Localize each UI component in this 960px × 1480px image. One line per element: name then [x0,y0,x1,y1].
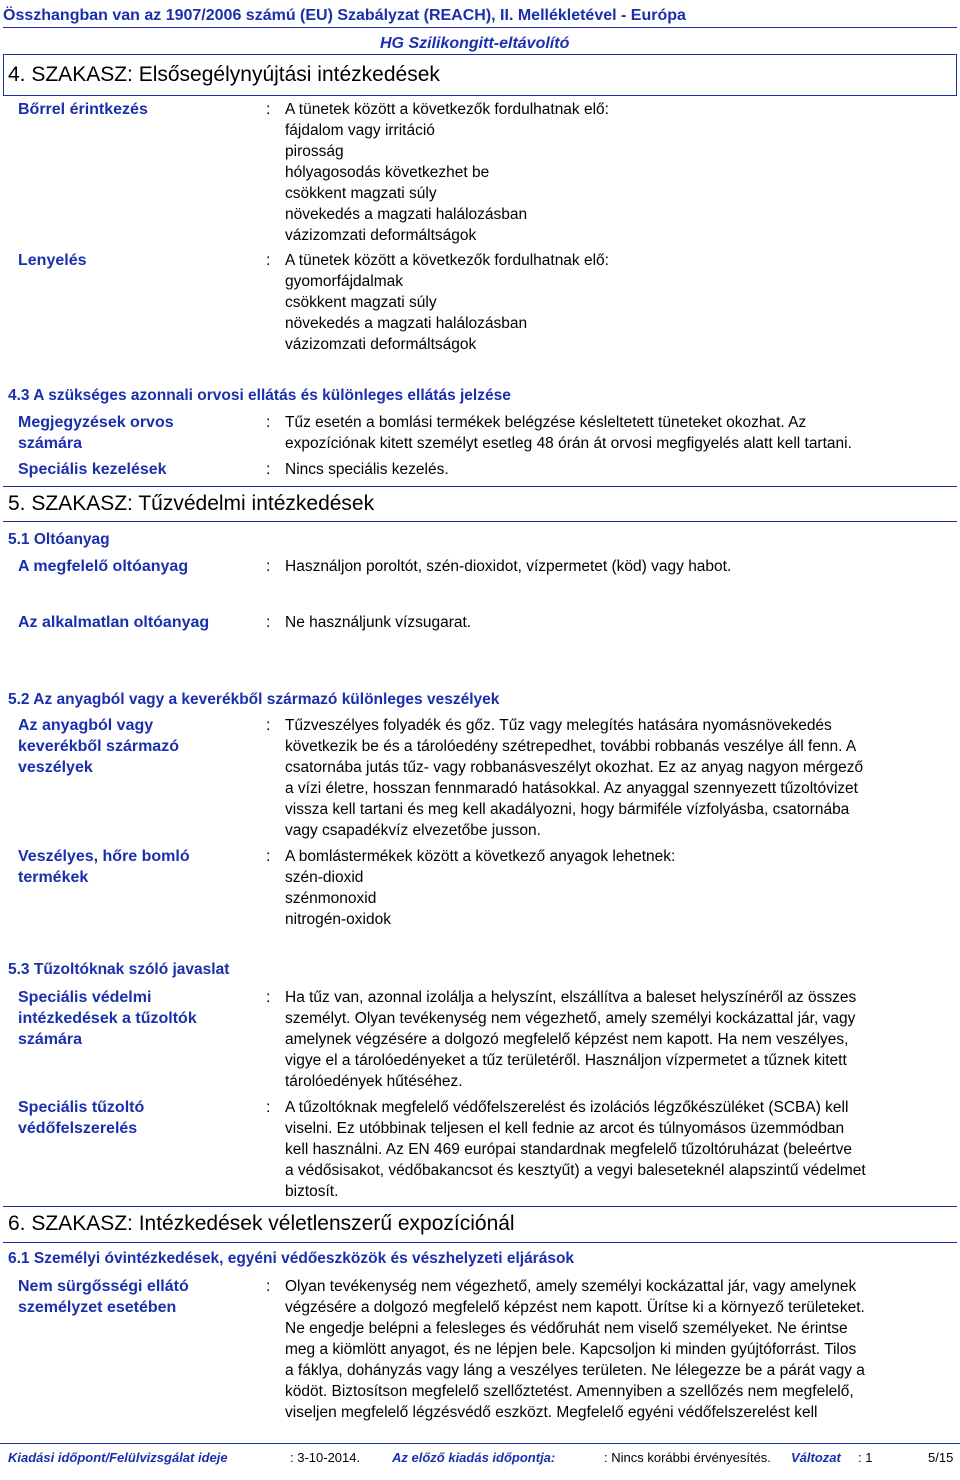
section5-title: 5. SZAKASZ: Tűzvédelmi intézkedések [8,492,375,515]
section6-title: 6. SZAKASZ: Intézkedések véletlenszerű expozíciónál [8,1212,515,1235]
firefighter-equipment-label [18,1097,238,1139]
ingestion-label [18,250,238,271]
text-line: pirosság [285,143,344,160]
colon: : [266,848,271,865]
header-rule [3,27,957,28]
text-line: Használjon poroltót, szén-dioxidot, vízpermetet (köd) vagy habot. [285,558,732,575]
specific-hazards-label [18,715,238,778]
text-line: növekedés a magzati halálozásban [285,315,528,332]
special-treatments-label [18,459,238,480]
text-line: Ha tűz van, azonnal izolálja a helyszínt, elszállítva a baleset helyszínéről az összes [285,989,857,1006]
suitable-media-value [285,556,955,577]
page-number: 5/15 [928,1450,954,1465]
skin-contact-value [285,99,955,246]
text-line: növekedés a magzati halálozásban [285,206,528,223]
section6-bottom-rule [3,1242,957,1243]
text-line: fájdalom vagy irritáció [285,122,435,139]
colon: : [266,558,271,575]
text-line: Speciális kezelések [18,461,167,478]
version-value: : 1 [858,1450,873,1465]
text-line: számára [18,435,83,452]
non-emergency-personnel-label [18,1276,238,1318]
text-line: a fáklya, dohányzás vagy láng a veszélyes területen. Ne lélegezze be a párát vagy a [285,1362,865,1379]
skin-contact-label [18,99,238,120]
previous-issue-value: : Nincs korábbi érvényesítés. [604,1450,771,1465]
colon: : [266,101,271,118]
text-line: A bomlástermékek között a következő anyagok lehetnek: [285,848,676,865]
text-line: biztosít. [285,1183,339,1200]
text-line: kell használni. Az EN 469 európai standardnak megfelelő tűzoltóruházat (beleértve [285,1141,852,1158]
text-line: Ne engedje belépni a felesleges és védőruhát nem viselő személyeket. Ne érintse [285,1320,848,1337]
text-line: Nem sürgősségi ellátó [18,1278,189,1295]
text-line: Speciális védelmi [18,989,152,1006]
subsection-5-2-title: 5.2 Az anyagból vagy a keverékből származó különleges veszélyek [8,691,500,708]
text-line: vissza kell tartani és meg kell akadályozni, hogy bármiféle vízfolyásba, csatornába [285,801,850,818]
text-line: A tünetek között a következők fordulhatnak elő: [285,252,609,269]
text-line: Bőrrel érintkezés [18,101,148,118]
text-line: tárolóedények hűtéséhez. [285,1073,463,1090]
text-line: Tűzveszélyes folyadék és gőz. Tűz vagy melegítés hatására nyomásnövekedés [285,717,832,734]
text-line: gyomorfájdalmak [285,273,404,290]
subsection-5-1-title: 5.1 Oltóanyag [8,531,110,548]
text-line: ködöt. Biztosítson megfelelő szellőztetést. Amennyiben a szellőzés nem megfelelő, [285,1383,854,1400]
ingestion-value [285,250,955,355]
section4-title: 4. SZAKASZ: Elsősegélynyújtási intézkedések [8,63,440,86]
text-line: hólyagosodás következhet be [285,164,490,181]
text-line: Megjegyzések orvos [18,414,174,431]
text-line: Veszélyes, hőre bomló [18,848,190,865]
text-line: szénmonoxid [285,890,377,907]
text-line: személyzet esetében [18,1299,177,1316]
text-line: Olyan tevékenység nem végezhető, amely személyi kockázattal jár, vagy amelynek [285,1278,857,1295]
notes-to-physician-label [18,412,238,454]
subsection-4-3-title: 4.3 A szükséges azonnali orvosi ellátás és különleges ellátás jelzése [8,387,511,404]
version-label: Változat [791,1450,841,1465]
text-line: következik be és a tárolóedény szétrepedhet, további robbanás veszélye áll fenn. A [285,738,857,755]
text-line: személyt. Olyan tevékenység nem végezhető, amely személyi kockázattal jár, vagy [285,1010,856,1027]
section5-top-rule [3,486,957,487]
text-line: vázizomzati deformáltságok [285,227,477,244]
non-emergency-personnel-value [285,1276,955,1423]
subsection-5-3-title: 5.3 Tűzoltóknak szóló javaslat [8,961,230,978]
colon: : [266,614,271,631]
text-line: Nincs speciális kezelés. [285,461,449,478]
text-line: amelynek végzésére a dolgozó megfelelő képzést nem kapott. Ha nem veszélyes, [285,1031,849,1048]
unsuitable-media-label [18,612,238,633]
text-line: Tűz esetén a bomlási termékek belégzése késleltetett tüneteket okozhat. Az [285,414,807,431]
text-line: A megfelelő oltóanyag [18,558,189,575]
specific-hazards-value [285,715,955,841]
colon: : [266,1278,271,1295]
unsuitable-media-value [285,612,955,633]
decomposition-products-value [285,846,955,930]
colon: : [266,461,271,478]
text-line: Ne használjunk vízsugarat. [285,614,472,631]
colon: : [266,989,271,1006]
text-line: a védősisakot, védőbakancsot és kesztyűt) a vegyi baleseteknél alapszintű védelmet [285,1162,866,1179]
section5-bottom-rule [3,521,957,522]
colon: : [266,414,271,431]
text-line: keverékből származó [18,738,179,755]
text-line: csökkent magzati súly [285,185,437,202]
subsection-6-1-title: 6.1 Személyi óvintézkedések, egyéni védőeszközök és vészhelyzeti eljárások [8,1250,575,1267]
text-line: végzésére a dolgozó megfelelő képzést nem kapott. Ürítse ki a környező területeket. [285,1299,865,1316]
decomposition-products-label [18,846,238,888]
text-line: veszélyek [18,759,93,776]
text-line: számára [18,1031,83,1048]
product-name: HG Szilikongitt-eltávolító [380,35,570,52]
text-line: A tünetek között a következők fordulhatnak elő: [285,101,609,118]
text-line: védőfelszerelés [18,1120,138,1137]
text-line: nitrogén-oxidok [285,911,391,928]
text-line: csökkent magzati súly [285,294,437,311]
text-line: viseljen megfelelő légzésvédő eszközt. Megfelelő egyéni védőfelszerelést kell [285,1404,818,1421]
text-line: expozíciónak kitett személyt esetleg 48 órán át orvosi megfigyelés alatt kell tartani. [285,435,852,452]
text-line: termékek [18,869,89,886]
text-line: Az alkalmatlan oltóanyag [18,614,210,631]
text-line: vázizomzati deformáltságok [285,336,477,353]
text-line: Lenyelés [18,252,87,269]
text-line: intézkedések a tűzoltók [18,1010,197,1027]
colon: : [266,717,271,734]
notes-to-physician-value [285,412,955,454]
previous-issue-label: Az előző kiadás időpontja: [392,1450,556,1465]
document-footer [0,1443,960,1474]
text-line: vagy csapadékvíz elvezetőbe jusson. [285,822,541,839]
text-line: szén-dioxid [285,869,364,886]
text-line: a vízi életre, hosszan fennmaradó hatásokkal. Az anyaggal szennyezett tűzoltóvizet [285,780,858,797]
suitable-media-label [18,556,238,577]
colon: : [266,252,271,269]
regulation-line: Összhangban van az 1907/2006 számú (EU) Szabályzat (REACH), II. Mellékletével - Európa [3,7,686,24]
firefighter-equipment-value [285,1097,955,1202]
text-line: csatornába jutás tűz- vagy robbanásveszélyt okozhat. Ez az anyag nagyon mérgező [285,759,864,776]
text-line: viselni. Ez utóbbinak teljesen el kell fednie az arcot és túlnyomásos üzemmódban [285,1120,845,1137]
text-line: vigye el a tárolóedényeket a tűz területéről. Használjon vízpermetet a tűznek kitett [285,1052,847,1069]
special-treatments-value [285,459,955,480]
section6-top-rule [3,1206,957,1207]
text-line: A tűzoltóknak megfelelő védőfelszerelést és izolációs légzőkészüléket (SCBA) kell [285,1099,849,1116]
text-line: meg a kiömlött anyagot, és ne lépjen bele. Kapcsoljon ki minden gyújtóforrást. Tilos [285,1341,857,1358]
text-line: Az anyagból vagy [18,717,154,734]
firefighter-protective-actions-value [285,987,955,1092]
colon: : [266,1099,271,1116]
issue-date-label: Kiadási időpont/Felülvizsgálat ideje [8,1450,228,1465]
text-line: Speciális tűzoltó [18,1099,145,1116]
firefighter-protective-actions-label [18,987,238,1050]
issue-date-value: : 3-10-2014. [290,1450,361,1465]
